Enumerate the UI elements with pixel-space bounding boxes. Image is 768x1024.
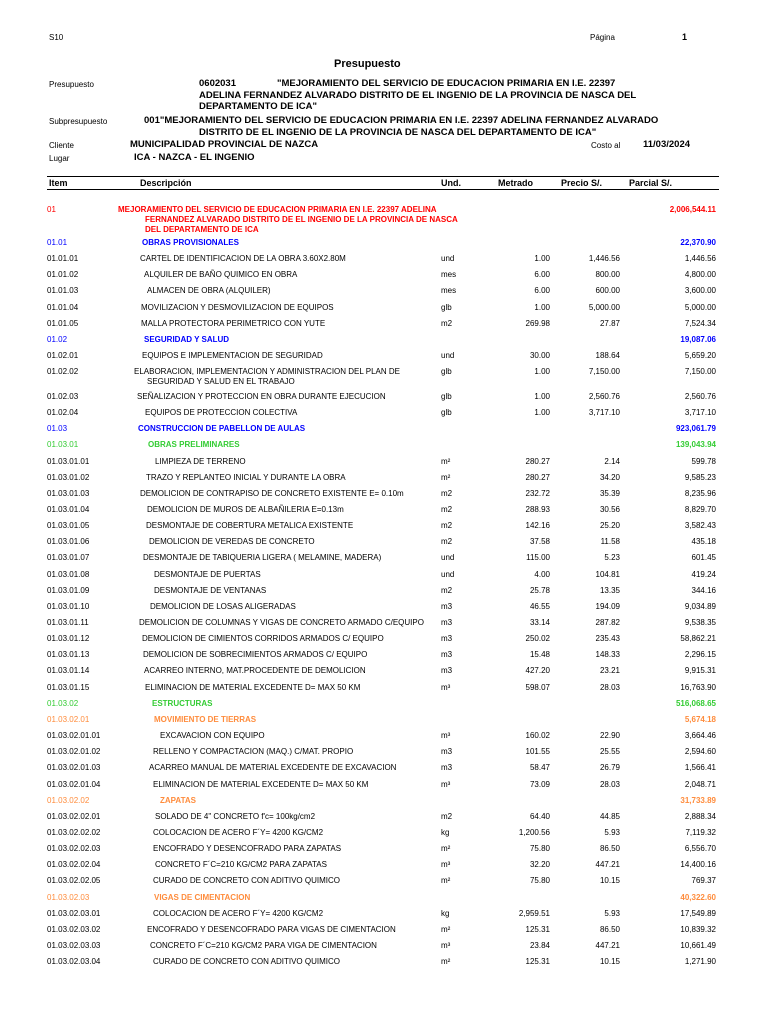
lugar-label: Lugar [49,154,70,163]
row-parcial: 601.45 [691,553,716,562]
row-description: DESMONTAJE DE PUERTAS [154,570,261,579]
row-item: 01.02.03 [47,392,79,401]
row-description: COLOCACION DE ACERO F´Y= 4200 KG/CM2 [153,828,324,837]
row-parcial: 2,888.34 [684,812,716,821]
row-metrado: 4.00 [534,570,550,579]
row-parcial: 9,538.35 [684,618,716,627]
row-unit: m2 [441,505,453,514]
row-parcial: 1,271.90 [684,957,716,966]
row-item: 01.03.01.07 [47,553,90,562]
row-metrado: 58.47 [529,763,550,772]
col-parcial: Parcial S/. [629,178,673,188]
row-item: 01.03.02.03.04 [47,957,101,966]
row-metrado: 1.00 [534,392,550,401]
row-unit: m2 [441,521,453,530]
row-metrado: 32.20 [529,860,550,869]
row-precio: 28.03 [599,683,620,692]
row-precio: 27.87 [599,319,620,328]
row-metrado: 1,200.56 [518,828,550,837]
row-unit: m2 [441,537,453,546]
report-code: S10 [49,33,64,42]
row-item: 01.03.02.02.03 [47,844,101,853]
row-metrado: 280.27 [525,457,550,466]
row-description: DEMOLICION DE CONTRAPISO DE CONCRETO EXISTENTE E= 0.10m [140,489,404,498]
row-item: 01.03.02.03.02 [47,925,101,934]
row-parcial: 31,733.89 [680,796,716,805]
row-item: 01.01.04 [47,303,79,312]
row-metrado: 25.78 [529,586,550,595]
row-metrado: 46.55 [529,602,550,611]
row-unit: kg [441,828,450,837]
row-metrado: 33.14 [529,618,550,627]
row-parcial: 1,566.41 [684,763,716,772]
row-precio: 287.82 [595,618,620,627]
row-description: DEMOLICION DE VEREDAS DE CONCRETO [149,537,315,546]
row-precio: 10.15 [599,876,620,885]
row-parcial: 19,087.06 [680,335,716,344]
row-description: ELABORACION, IMPLEMENTACION Y ADMINISTRACION DEL PLAN DE [134,367,400,376]
row-metrado: 142.16 [525,521,550,530]
row-description: DEMOLICION DE COLUMNAS Y VIGAS DE CONCRETO ARMADO C/EQUIPO [139,618,424,627]
title-row-line-2: FERNANDEZ ALVARADO DISTRITO DE EL INGENIO DE LA PROVINCIA DE NASCA [145,215,458,224]
row-description: DEMOLICION DE CIMIENTOS CORRIDOS ARMADOS C/ EQUIPO [142,634,384,643]
col-item: Item [49,178,68,188]
row-unit: m3 [441,602,453,611]
page-label: Página [590,33,615,42]
row-parcial: 1,446.56 [684,254,716,263]
presupuesto-line-3: DEPARTAMENTO DE ICA" [199,101,317,112]
row-parcial: 40,322.60 [680,893,716,902]
row-item: 01.03.01.11 [47,618,89,627]
row-metrado: 269.98 [525,319,550,328]
lugar-value: ICA - NAZCA - EL INGENIO [134,152,255,163]
row-description: EQUIPOS DE PROTECCION COLECTIVA [145,408,298,417]
row-parcial: 8,235.96 [684,489,716,498]
row-metrado: 280.27 [525,473,550,482]
col-metrado: Metrado [498,178,534,188]
row-unit: m3 [441,763,453,772]
row-precio: 5.93 [604,909,620,918]
row-description: ENCOFRADO Y DESENCOFRADO PARA ZAPATAS [153,844,342,853]
row-metrado: 115.00 [526,553,550,562]
subpresupuesto-line-2: DISTRITO DE EL INGENIO DE LA PROVINCIA DE NASCA DEL DEPARTAMENTO DE ICA" [199,126,597,138]
row-item: 01.02.02 [47,367,79,376]
row-unit: m³ [441,780,451,789]
row-description: MOVILIZACION Y DESMOVILIZACION DE EQUIPOS [141,303,334,312]
row-precio: 5.23 [604,553,620,562]
presupuesto-code: 0602031 [199,78,236,89]
row-unit: und [441,553,455,562]
row-metrado: 37.58 [529,537,550,546]
row-unit: m³ [441,683,451,692]
row-item: 01.03.01.12 [47,634,90,643]
row-description: DESMONTAJE DE VENTANAS [154,586,267,595]
title-row-item: 01 [47,205,56,214]
row-parcial: 58,862.21 [680,634,716,643]
row-description: SOLADO DE 4" CONCRETO f'c= 100kg/cm2 [155,812,316,821]
row-item: 01.03.01.06 [47,537,90,546]
row-description: CONCRETO F´C=210 KG/CM2 PARA ZAPATAS [155,860,327,869]
row-description: LIMPIEZA DE TERRENO [155,457,246,466]
row-unit: mes [441,270,457,279]
page-number: 1 [682,32,688,42]
subpresupuesto-line-1: 001"MEJORAMIENTO DEL SERVICIO DE EDUCACION PRIMARIA EN I.E. 22397 ADELINA FERNANDEZ ALVARADO [144,115,659,126]
row-precio: 5,000.00 [588,303,620,312]
row-item: 01.03.02.01.02 [47,747,101,756]
row-item: 01.02.01 [47,351,79,360]
row-description: ENCOFRADO Y DESENCOFRADO PARA VIGAS DE CIMENTACION [147,925,396,934]
row-precio: 35.39 [599,489,620,498]
row-precio: 600.00 [595,286,620,295]
row-precio: 86.50 [599,844,620,853]
row-precio: 194.09 [595,602,620,611]
row-description: DESMONTAJE DE COBERTURA METALICA EXISTENTE [146,521,354,530]
row-item: 01.03.02.02.04 [47,860,101,869]
row-unit: m3 [441,634,453,643]
row-metrado: 1.00 [534,367,550,376]
row-parcial: 139,043.94 [675,440,716,449]
row-unit: mes [441,286,457,295]
row-precio: 148.33 [595,650,620,659]
row-metrado: 427.20 [525,666,550,675]
row-precio: 86.50 [599,925,620,934]
row-parcial: 5,659.20 [684,351,716,360]
row-item: 01.03.01.01 [47,457,90,466]
row-parcial: 769.37 [691,876,716,885]
row-parcial: 3,717.10 [684,408,716,417]
title-row-line-1: MEJORAMIENTO DEL SERVICIO DE EDUCACION PRIMARIA EN I.E. 22397 ADELINA [118,205,437,214]
row-parcial: 9,034.89 [684,602,716,611]
row-description: DEMOLICION DE MUROS DE ALBAÑILERIA E=0.13m [147,505,344,514]
row-metrado: 23.84 [529,941,550,950]
row-item: 01.03.01.09 [47,586,90,595]
row-item: 01.03.02.01.03 [47,763,101,772]
presupuesto-label: Presupuesto [49,80,94,89]
row-item: 01.03.02.02.02 [47,828,101,837]
row-unit: m2 [441,319,453,328]
row-metrado: 288.93 [525,505,550,514]
row-precio: 11.58 [600,537,620,546]
cliente-value: MUNICIPALIDAD PROVINCIAL DE NAZCA [130,139,319,150]
cliente-label: Cliente [49,141,74,150]
row-precio: 25.55 [599,747,620,756]
row-precio: 188.64 [595,351,620,360]
row-parcial: 17,549.89 [680,909,716,918]
row-description: SEGURIDAD Y SALUD [144,335,230,344]
row-metrado: 160.02 [525,731,550,740]
row-parcial: 2,296.15 [684,650,716,659]
row-description: VIGAS DE CIMENTACION [154,893,251,902]
row-precio: 447.21 [595,860,620,869]
row-item: 01.03.01 [47,440,79,449]
row-unit: m3 [441,747,453,756]
row-unit: m3 [441,666,453,675]
row-unit: glb [441,303,452,312]
row-description: EXCAVACION CON EQUIPO [160,731,265,740]
row-precio: 22.90 [599,731,620,740]
row-description-line-2: SEGURIDAD Y SALUD EN EL TRABAJO [147,377,295,386]
col-und: Und. [441,178,461,188]
row-parcial: 16,763.90 [680,683,716,692]
row-precio: 13.35 [599,586,620,595]
row-item: 01.03.01.08 [47,570,90,579]
row-item: 01.03.02.01 [47,715,90,724]
row-description: CURADO DE CONCRETO CON ADITIVO QUIMICO [153,876,340,885]
row-parcial: 923,061.79 [675,424,716,433]
row-metrado: 73.09 [529,780,550,789]
row-parcial: 10,661.49 [680,941,716,950]
row-parcial: 7,524.34 [684,319,716,328]
row-item: 01.03.02.03.03 [47,941,101,950]
col-precio: Precio S/. [561,178,603,188]
row-unit: m³ [441,941,451,950]
row-precio: 23.21 [599,666,620,675]
row-metrado: 15.48 [529,650,550,659]
row-precio: 2.14 [604,457,620,466]
row-unit: m² [441,925,451,934]
subpresupuesto-label: Subpresupuesto [49,117,108,126]
row-precio: 5.93 [604,828,620,837]
row-parcial: 344.16 [691,586,716,595]
row-item: 01.03.01.03 [47,489,90,498]
row-description: CONCRETO F´C=210 KG/CM2 PARA VIGA DE CIMENTACION [150,941,377,950]
row-parcial: 419.24 [691,570,716,579]
row-precio: 7,150.00 [588,367,620,376]
row-unit: m3 [441,650,453,659]
row-precio: 44.85 [599,812,620,821]
column-header [47,176,719,190]
row-item: 01.03.01.02 [47,473,90,482]
row-metrado: 75.80 [529,876,550,885]
row-parcial: 2,048.71 [684,780,716,789]
row-parcial: 599.78 [691,457,716,466]
row-unit: und [441,351,455,360]
row-precio: 2,560.76 [588,392,620,401]
row-precio: 26.79 [599,763,620,772]
row-unit: m³ [441,731,451,740]
row-item: 01.01.01 [47,254,79,263]
costo-date: 11/03/2024 [643,139,691,150]
row-description: CONSTRUCCION DE PABELLON DE AULAS [138,424,306,433]
row-item: 01.03.01.15 [47,683,90,692]
row-description: OBRAS PRELIMINARES [148,440,240,449]
row-item: 01.03.02.03.01 [47,909,101,918]
row-metrado: 232.72 [525,489,550,498]
row-item: 01.01.03 [47,286,79,295]
row-unit: m3 [441,618,453,627]
row-parcial: 435.18 [691,537,716,546]
row-description: ALQUILER DE BAÑO QUIMICO EN OBRA [144,270,298,279]
row-metrado: 6.00 [534,270,550,279]
row-metrado: 1.00 [534,303,550,312]
row-metrado: 1.00 [534,408,550,417]
row-parcial: 10,839.32 [680,925,716,934]
row-unit: m2 [441,812,453,821]
row-unit: m² [441,473,451,482]
row-item: 01.03.01.14 [47,666,90,675]
row-parcial: 7,119.32 [685,828,716,837]
row-item: 01.03.02.02 [47,796,90,805]
row-item: 01.02.04 [47,408,79,417]
row-unit: und [441,570,455,579]
row-parcial: 516,068.65 [675,699,716,708]
row-parcial: 3,664.46 [684,731,716,740]
row-precio: 235.43 [595,634,620,643]
row-metrado: 1.00 [534,254,550,263]
row-parcial: 3,600.00 [684,286,716,295]
row-unit: m2 [441,489,453,498]
row-metrado: 30.00 [529,351,550,360]
row-metrado: 125.31 [525,925,550,934]
row-description: MOVIMIENTO DE TIERRAS [154,715,257,724]
row-metrado: 2,959.51 [518,909,550,918]
presupuesto-line-2: ADELINA FERNANDEZ ALVARADO DISTRITO DE EL INGENIO DE LA PROVINCIA DE NASCA DEL [199,89,637,101]
row-item: 01.03.01.05 [47,521,90,530]
costo-label: Costo al [591,141,621,150]
row-description: ESTRUCTURAS [152,699,213,708]
row-item: 01.03.02.02.01 [47,812,101,821]
row-description: ACARREO INTERNO, MAT.PROCEDENTE DE DEMOLICION [144,666,366,675]
row-parcial: 9,585.23 [684,473,716,482]
row-parcial: 4,800.00 [684,270,716,279]
presupuesto-line-1: "MEJORAMIENTO DEL SERVICIO DE EDUCACION PRIMARIA EN I.E. 22397 [277,78,616,89]
row-unit: m² [441,457,451,466]
row-unit: glb [441,408,452,417]
row-item: 01.01.02 [47,270,79,279]
row-description: OBRAS PROVISIONALES [142,238,239,247]
row-item: 01.03.02.03 [47,893,90,902]
row-parcial: 7,150.00 [684,367,716,376]
row-parcial: 2,594.60 [684,747,716,756]
row-parcial: 2,560.76 [684,392,716,401]
page-title: Presupuesto [334,58,401,70]
row-item: 01.03.02.01.01 [47,731,101,740]
row-unit: kg [441,909,450,918]
row-description: DEMOLICION DE LOSAS ALIGERADAS [150,602,296,611]
row-description: DEMOLICION DE SOBRECIMIENTOS ARMADOS C/ EQUIPO [143,650,368,659]
row-description: DESMONTAJE DE TABIQUERIA LIGERA ( MELAMINE, MADERA) [143,553,382,562]
row-description: CARTEL DE IDENTIFICACION DE LA OBRA 3.60X2.80M [140,254,346,263]
row-precio: 1,446.56 [588,254,620,263]
row-description: ELIMINACION DE MATERIAL EXCEDENTE D= MAX 50 KM [153,780,369,789]
row-unit: glb [441,367,452,376]
row-precio: 447.21 [595,941,620,950]
row-parcial: 14,400.16 [680,860,716,869]
row-item: 01.03.01.13 [47,650,90,659]
row-parcial: 5,000.00 [684,303,716,312]
row-description: ACARREO MANUAL DE MATERIAL EXCEDENTE DE EXCAVACION [149,763,397,772]
row-precio: 3,717.10 [588,408,620,417]
row-unit: m2 [441,586,453,595]
row-description: MALLA PROTECTORA PERIMETRICO CON YUTE [141,319,326,328]
row-parcial: 3,582.43 [684,521,716,530]
row-item: 01.03 [47,424,68,433]
row-description: ELIMINACION DE MATERIAL EXCEDENTE D= MAX 50 KM [145,683,361,692]
row-metrado: 125.31 [525,957,550,966]
row-description: RELLENO Y COMPACTACION (MAQ.) C/MAT. PROPIO [153,747,354,756]
row-unit: und [441,254,455,263]
title-row-line-3: DEL DEPARTAMENTO DE ICA [145,225,259,234]
row-description: ALMACEN DE OBRA (ALQUILER) [147,286,271,295]
row-description: TRAZO Y REPLANTEO INICIAL Y DURANTE LA OBRA [146,473,346,482]
row-metrado: 64.40 [529,812,550,821]
row-item: 01.03.02 [47,699,79,708]
row-precio: 10.15 [599,957,620,966]
row-metrado: 250.02 [525,634,550,643]
row-metrado: 598.07 [525,683,550,692]
row-item: 01.03.01.04 [47,505,90,514]
row-unit: m² [441,844,451,853]
row-parcial: 9,915.31 [684,666,716,675]
title-row-parcial: 2,006,544.11 [669,205,716,214]
row-parcial: 5,674.18 [684,715,716,724]
row-description: EQUIPOS E IMPLEMENTACION DE SEGURIDAD [142,351,323,360]
row-metrado: 75.80 [529,844,550,853]
row-unit: m² [441,876,451,885]
row-description: COLOCACION DE ACERO F´Y= 4200 KG/CM2 [153,909,324,918]
col-descripcion: Descripción [140,178,192,188]
row-item: 01.03.02.02.05 [47,876,101,885]
row-precio: 104.81 [595,570,620,579]
row-precio: 25.20 [599,521,620,530]
row-item: 01.01 [47,238,68,247]
row-item: 01.02 [47,335,68,344]
row-precio: 800.00 [595,270,620,279]
row-metrado: 6.00 [534,286,550,295]
row-parcial: 22,370.90 [680,238,716,247]
row-item: 01.01.05 [47,319,79,328]
row-unit: m³ [441,860,451,869]
row-metrado: 101.55 [525,747,550,756]
row-item: 01.03.01.10 [47,602,90,611]
row-description: CURADO DE CONCRETO CON ADITIVO QUIMICO [153,957,340,966]
row-unit: m² [441,957,451,966]
row-precio: 34.20 [599,473,620,482]
row-item: 01.03.02.01.04 [47,780,101,789]
row-description: ZAPATAS [160,796,196,805]
row-description: SEÑALIZACION Y PROTECCION EN OBRA DURANTE EJECUCION [137,392,386,401]
row-unit: glb [441,392,452,401]
row-parcial: 6,556.70 [684,844,716,853]
row-precio: 28.03 [599,780,620,789]
row-parcial: 8,829.70 [684,505,716,514]
row-precio: 30.56 [599,505,620,514]
